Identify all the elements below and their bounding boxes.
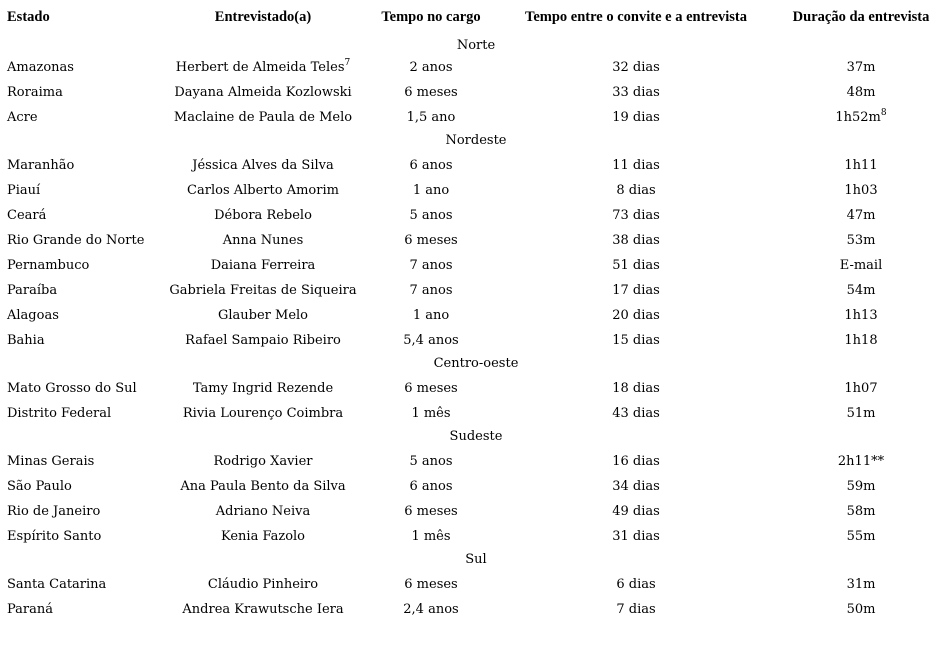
cell-entrevistado <box>174 86 351 99</box>
cell-tempo-convite-text: 15 dias <box>612 333 660 348</box>
cell-tempo-no-cargo-text: 5,4 anos <box>403 333 459 348</box>
cell-tempo-no-cargo <box>407 111 456 124</box>
cell-entrevistado-text: Débora Rebelo <box>214 208 312 223</box>
cell-tempo-convite-text: 32 dias <box>612 60 660 75</box>
cell-tempo-convite <box>612 234 660 247</box>
cell-entrevistado-text: Rafael Sampaio Ribeiro <box>185 333 341 348</box>
cell-tempo-convite <box>612 455 660 468</box>
cell-entrevistado-text: Rivia Lourenço Coimbra <box>182 406 344 421</box>
table-row <box>0 447 952 472</box>
cell-entrevistado-text: Rodrigo Xavier <box>213 454 313 469</box>
cell-entrevistado <box>208 578 318 591</box>
cell-estado-text: Amazonas <box>7 60 74 75</box>
cell-estado <box>7 259 89 272</box>
cell-tempo-no-cargo-text: 6 anos <box>409 158 453 173</box>
cell-tempo-no-cargo-text: 6 meses <box>404 577 458 592</box>
cell-tempo-convite <box>616 578 655 591</box>
cell-estado-text: Piauí <box>7 183 41 198</box>
cell-tempo-convite <box>612 309 660 322</box>
cell-tempo-no-cargo <box>409 259 452 272</box>
cell-duracao <box>847 234 876 247</box>
cell-entrevistado <box>214 209 312 222</box>
cell-tempo-convite <box>612 259 660 272</box>
cell-estado <box>7 407 111 420</box>
cell-estado-text: Distrito Federal <box>7 406 112 421</box>
cell-estado <box>7 234 144 247</box>
cell-tempo-no-cargo-text: 2 anos <box>409 60 453 75</box>
region-row <box>0 128 952 151</box>
cell-entrevistado-text: Dayana Almeida Kozlowski <box>174 85 352 100</box>
cell-entrevistado-text: Cláudio Pinheiro <box>207 577 319 592</box>
cell-entrevistado <box>213 455 312 468</box>
cell-duracao <box>844 309 877 322</box>
cell-entrevistado <box>182 603 343 616</box>
cell-entrevistado-text: Glauber Melo <box>217 308 309 323</box>
cell-duracao-text: 50m <box>846 602 876 617</box>
table-row <box>0 522 952 547</box>
footnote-marker: 8 <box>880 108 887 118</box>
cell-duracao <box>844 382 877 395</box>
header-duracao: Duração da entrevista <box>792 9 930 25</box>
cell-duracao-text: 1h07 <box>844 381 878 396</box>
cell-entrevistado-text: Andrea Krawutsche Iera <box>182 602 344 617</box>
cell-tempo-convite <box>616 603 655 616</box>
cell-tempo-convite-text: 17 dias <box>612 283 660 298</box>
cell-duracao <box>840 259 883 272</box>
cell-entrevistado <box>211 259 316 272</box>
cell-tempo-no-cargo-text: 6 meses <box>404 381 458 396</box>
cell-tempo-no-cargo <box>404 234 457 247</box>
table-row <box>0 301 952 326</box>
cell-entrevistado <box>192 159 333 172</box>
cell-estado-text: Ceará <box>7 208 47 223</box>
cell-tempo-convite <box>616 184 655 197</box>
cell-tempo-no-cargo <box>403 334 458 347</box>
cell-estado-text: Acre <box>7 110 38 125</box>
cell-tempo-convite-text: 51 dias <box>612 258 660 273</box>
cell-entrevistado <box>187 184 339 197</box>
cell-duracao-text: 1h18 <box>844 333 878 348</box>
cell-entrevistado <box>223 234 304 247</box>
cell-estado <box>7 209 46 222</box>
cell-estado <box>7 86 63 99</box>
cell-entrevistado <box>180 480 345 493</box>
cell-estado-text: Pernambuco <box>7 258 90 273</box>
cell-tempo-convite-text: 16 dias <box>612 454 660 469</box>
cell-tempo-no-cargo <box>404 578 457 591</box>
cell-estado-text: Mato Grosso do Sul <box>7 381 137 396</box>
table-row <box>0 151 952 176</box>
cell-tempo-no-cargo <box>409 284 452 297</box>
table-row <box>0 374 952 399</box>
cell-tempo-no-cargo-text: 6 meses <box>404 233 458 248</box>
cell-tempo-no-cargo-text: 1 mês <box>411 406 451 421</box>
cell-tempo-no-cargo-text: 6 anos <box>409 479 453 494</box>
cell-duracao <box>844 159 877 172</box>
cell-tempo-no-cargo-text: 6 meses <box>404 504 458 519</box>
cell-entrevistado <box>185 334 341 347</box>
cell-duracao <box>847 505 876 518</box>
cell-tempo-convite <box>612 159 660 172</box>
cell-tempo-convite <box>612 61 660 74</box>
cell-duracao <box>847 209 876 222</box>
cell-estado <box>7 159 74 172</box>
cell-duracao-text: 1h13 <box>844 308 878 323</box>
cell-duracao-text: 59m <box>846 479 876 494</box>
cell-estado-text: São Paulo <box>7 479 72 494</box>
region-label: Sudeste <box>449 429 503 444</box>
cell-duracao <box>847 61 876 74</box>
region-row <box>0 33 952 53</box>
table-row <box>0 595 952 620</box>
cell-tempo-convite <box>612 382 660 395</box>
cell-tempo-no-cargo-text: 5 anos <box>409 454 453 469</box>
cell-duracao <box>847 578 876 591</box>
cell-tempo-no-cargo-text: 7 anos <box>409 258 453 273</box>
cell-tempo-no-cargo <box>409 61 452 74</box>
cell-estado <box>7 284 57 297</box>
cell-tempo-convite-text: 8 dias <box>616 183 656 198</box>
cell-tempo-convite-text: 18 dias <box>612 381 660 396</box>
cell-estado-text: Alagoas <box>7 308 59 323</box>
cell-duracao <box>847 603 876 616</box>
cell-estado <box>7 382 137 395</box>
cell-duracao <box>838 455 884 468</box>
cell-tempo-convite-text: 7 dias <box>616 602 656 617</box>
cell-duracao <box>847 530 876 543</box>
header-tempo-no-cargo: Tempo no cargo <box>381 9 481 25</box>
cell-duracao-text: 51m <box>846 406 876 421</box>
table-row <box>0 226 952 251</box>
cell-tempo-convite <box>612 284 660 297</box>
header-entrevistado: Entrevistado(a) <box>214 9 312 25</box>
cell-duracao-text: E-mail <box>839 258 883 273</box>
cell-tempo-convite <box>612 111 660 124</box>
cell-estado-text: Roraima <box>7 85 63 100</box>
cell-duracao-text: 47m <box>846 208 876 223</box>
cell-entrevistado-text: Maclaine de Paula de Melo <box>173 110 353 125</box>
cell-estado-text: Santa Catarina <box>7 577 107 592</box>
cell-duracao <box>847 480 876 493</box>
cell-entrevistado <box>218 309 308 322</box>
cell-tempo-no-cargo <box>403 603 458 616</box>
cell-duracao <box>847 86 876 99</box>
table-row <box>0 570 952 595</box>
cell-tempo-convite-text: 73 dias <box>612 208 660 223</box>
cell-entrevistado <box>183 407 343 420</box>
cell-tempo-convite <box>612 505 660 518</box>
cell-duracao-text: 2h11** <box>837 454 885 469</box>
cell-duracao-text: 37m <box>846 60 876 75</box>
cell-tempo-no-cargo-text: 1 mês <box>411 529 451 544</box>
cell-entrevistado-text: Jéssica Alves da Silva <box>192 158 334 173</box>
table-row <box>0 276 952 301</box>
table-row <box>0 326 952 351</box>
cell-tempo-no-cargo <box>404 86 457 99</box>
cell-estado <box>7 603 53 616</box>
cell-estado <box>7 309 59 322</box>
table-row <box>0 176 952 201</box>
cell-estado-text: Maranhão <box>7 158 75 173</box>
cell-tempo-no-cargo <box>409 159 452 172</box>
cell-tempo-no-cargo-text: 1 ano <box>412 183 450 198</box>
cell-estado <box>7 480 72 493</box>
header-estado: Estado <box>7 9 50 25</box>
table-row <box>0 399 952 424</box>
region-label: Nordeste <box>445 133 507 148</box>
cell-estado-text: Espírito Santo <box>7 529 102 544</box>
cell-duracao-text: 48m <box>846 85 876 100</box>
cell-tempo-convite <box>612 407 660 420</box>
cell-estado <box>7 334 45 347</box>
cell-tempo-no-cargo <box>413 184 449 197</box>
cell-estado-text: Paraná <box>7 602 54 617</box>
table-row <box>0 497 952 522</box>
cell-entrevistado-text: Herbert de Almeida Teles <box>175 60 345 75</box>
cell-tempo-convite-text: 38 dias <box>612 233 660 248</box>
table-row <box>0 103 952 128</box>
cell-duracao-text: 1h52m <box>835 110 881 125</box>
cell-duracao-text: 55m <box>846 529 876 544</box>
region-row <box>0 424 952 447</box>
cell-entrevistado <box>175 58 351 75</box>
region-row <box>0 547 952 570</box>
cell-tempo-convite-text: 31 dias <box>612 529 660 544</box>
cell-duracao <box>847 407 876 420</box>
cell-tempo-convite-text: 11 dias <box>612 158 660 173</box>
region-label: Sul <box>465 552 487 567</box>
cell-entrevistado <box>193 382 333 395</box>
cell-duracao <box>844 334 877 347</box>
cell-duracao-text: 58m <box>846 504 876 519</box>
cell-estado-text: Rio de Janeiro <box>7 504 101 519</box>
table-header-row <box>0 0 952 33</box>
cell-tempo-convite-text: 6 dias <box>616 577 656 592</box>
cell-tempo-no-cargo-text: 5 anos <box>409 208 453 223</box>
cell-tempo-no-cargo <box>409 209 452 222</box>
cell-tempo-convite-text: 20 dias <box>612 308 660 323</box>
cell-tempo-no-cargo <box>404 382 457 395</box>
cell-tempo-convite-text: 43 dias <box>612 406 660 421</box>
cell-tempo-no-cargo-text: 7 anos <box>409 283 453 298</box>
cell-tempo-convite-text: 34 dias <box>612 479 660 494</box>
footnote-marker: 7 <box>344 58 351 68</box>
table-row <box>0 53 952 78</box>
cell-entrevistado <box>216 505 311 518</box>
cell-tempo-convite <box>612 480 660 493</box>
cell-estado-text: Bahia <box>7 333 45 348</box>
cell-entrevistado-text: Daiana Ferreira <box>210 258 316 273</box>
header-tempo-convite: Tempo entre o convite e a entrevista <box>524 9 748 25</box>
cell-tempo-convite <box>612 86 660 99</box>
cell-tempo-convite-text: 19 dias <box>612 110 660 125</box>
cell-tempo-no-cargo <box>411 407 450 420</box>
cell-estado <box>7 530 101 543</box>
region-label: Centro-oeste <box>433 356 519 371</box>
cell-tempo-no-cargo <box>409 455 452 468</box>
cell-tempo-convite <box>612 209 660 222</box>
cell-entrevistado <box>174 111 352 124</box>
cell-tempo-no-cargo-text: 1,5 ano <box>406 110 456 125</box>
cell-tempo-convite <box>612 334 660 347</box>
cell-estado <box>7 455 94 468</box>
table-row <box>0 201 952 226</box>
table-row <box>0 251 952 276</box>
cell-duracao-text: 54m <box>846 283 876 298</box>
cell-tempo-no-cargo <box>409 480 452 493</box>
cell-tempo-convite <box>612 530 660 543</box>
cell-estado <box>7 578 106 591</box>
cell-tempo-convite-text: 49 dias <box>612 504 660 519</box>
cell-tempo-no-cargo-text: 1 ano <box>412 308 450 323</box>
cell-estado <box>7 61 74 74</box>
cell-entrevistado <box>169 284 356 297</box>
cell-entrevistado-text: Kenia Fazolo <box>220 529 306 544</box>
cell-entrevistado-text: Carlos Alberto Amorim <box>187 183 339 198</box>
cell-estado <box>7 111 38 124</box>
table-row <box>0 78 952 103</box>
cell-entrevistado-text: Ana Paula Bento da Silva <box>180 479 346 494</box>
cell-tempo-no-cargo <box>413 309 449 322</box>
cell-tempo-no-cargo <box>404 505 457 518</box>
cell-tempo-no-cargo <box>411 530 450 543</box>
cell-duracao <box>844 184 877 197</box>
cell-estado <box>7 184 40 197</box>
cell-estado <box>7 505 100 518</box>
region-label: Norte <box>456 38 496 53</box>
cell-tempo-convite-text: 33 dias <box>612 85 660 100</box>
cell-entrevistado-text: Anna Nunes <box>222 233 304 248</box>
region-row <box>0 351 952 374</box>
cell-entrevistado-text: Gabriela Freitas de Siqueira <box>169 283 357 298</box>
cell-entrevistado-text: Tamy Ingrid Rezende <box>192 381 334 396</box>
cell-duracao-text: 1h11 <box>844 158 878 173</box>
cell-tempo-no-cargo-text: 2,4 anos <box>403 602 459 617</box>
cell-entrevistado <box>221 530 305 543</box>
cell-duracao <box>847 284 876 297</box>
cell-entrevistado-text: Adriano Neiva <box>215 504 311 519</box>
cell-estado-text: Minas Gerais <box>7 454 95 469</box>
cell-estado-text: Paraíba <box>7 283 58 298</box>
cell-estado-text: Rio Grande do Norte <box>7 233 145 248</box>
cell-duracao-text: 31m <box>846 577 876 592</box>
cell-duracao-text: 53m <box>846 233 876 248</box>
cell-tempo-no-cargo-text: 6 meses <box>404 85 458 100</box>
cell-duracao-text: 1h03 <box>844 183 878 198</box>
table-body <box>0 33 952 620</box>
table-row <box>0 472 952 497</box>
cell-duracao <box>835 108 887 125</box>
